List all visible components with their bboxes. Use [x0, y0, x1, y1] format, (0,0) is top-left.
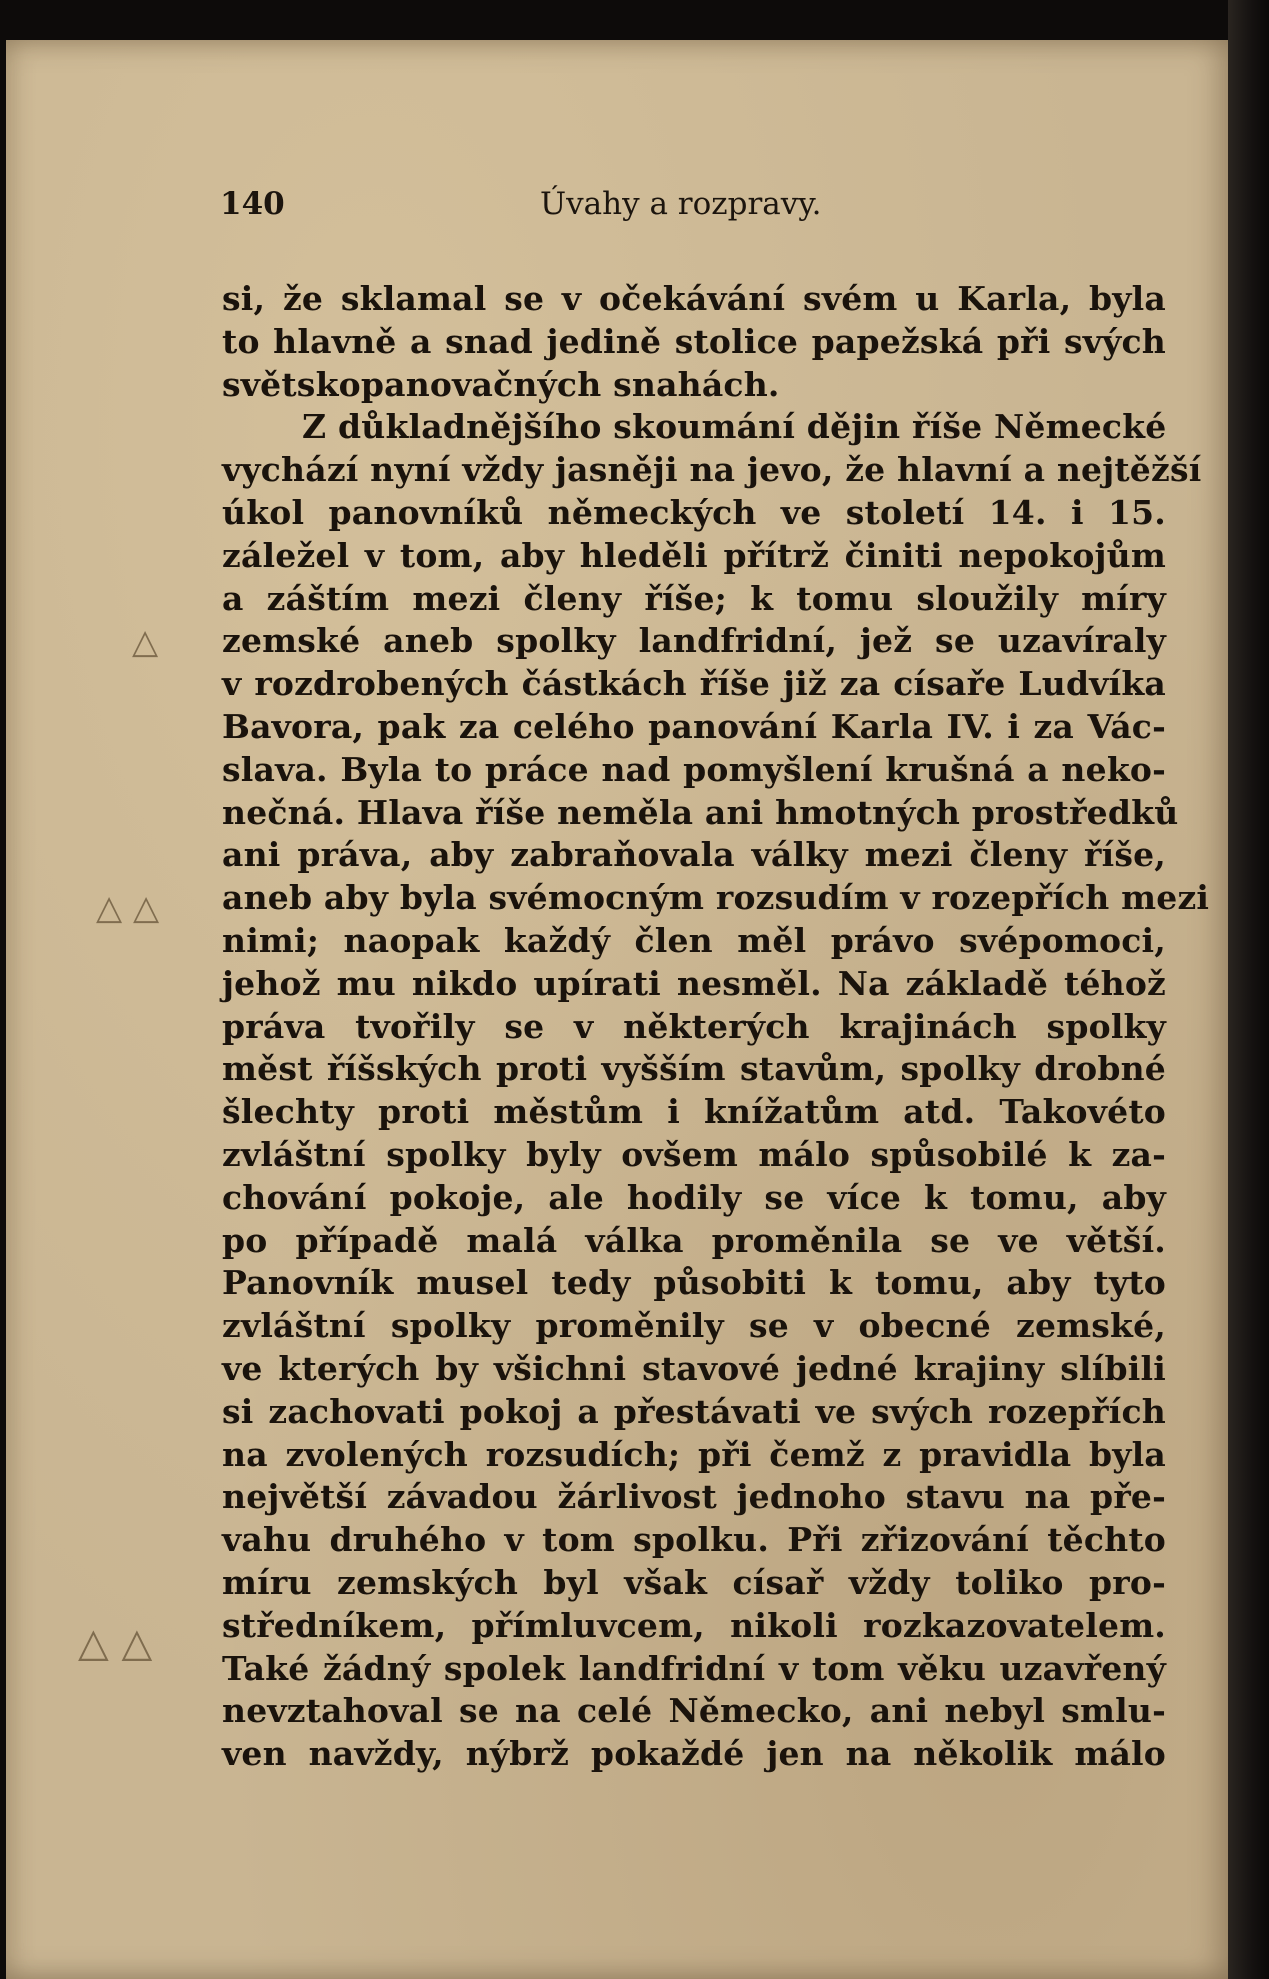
text-line: zvláštní spolky proměnily se v obecné zemské,	[222, 1306, 1166, 1346]
text-line: nimi; naopak každý člen měl právo svépomoci,	[222, 920, 1166, 960]
text-line: jehož mu nikdo upírati nesměl. Na základě téhož	[222, 963, 1166, 1003]
text-line: středníkem, přímluvcem, nikoli rozkazovatelem.	[222, 1605, 1166, 1645]
text-line: ven navždy, nýbrž pokaždé jen na několik málo	[222, 1734, 1166, 1774]
text-line: slava. Byla to práce nad pomyšlení krušná a neko-	[222, 749, 1166, 789]
text-line: šlechty proti městům i knížatům atd. Takovéto	[222, 1092, 1166, 1132]
text-line: největší závadou žárlivost jednoho stavu na pře-	[222, 1477, 1166, 1517]
text-line: ani práva, aby zabraňovala války mezi členy říše,	[222, 835, 1166, 875]
margin-triangle-mark-2: △ △	[96, 888, 160, 928]
page-header	[210, 186, 1170, 236]
text-line: chování pokoje, ale hodily se více k tomu, aby	[222, 1177, 1166, 1217]
margin-triangle-mark-1: △	[132, 622, 159, 662]
text-line: světskopanovačných snahách.	[222, 364, 780, 404]
page-edge-shadow	[1228, 0, 1269, 1979]
text-line: Také žádný spolek landfridní v tom věku uzavřený	[222, 1648, 1166, 1688]
text-line: Panovník musel tedy působiti k tomu, aby tyto	[222, 1263, 1166, 1303]
text-line: míru zemských byl však císař vždy toliko pro-	[222, 1562, 1166, 1602]
body-text	[222, 278, 1210, 1776]
page-number: 140	[220, 186, 285, 222]
text-line: vychází nyní vždy jasněji na jevo, že hlavní a nejtěžší	[222, 450, 1202, 490]
text-line: Bavora, pak za celého panování Karla IV. i za Vác-	[222, 706, 1166, 746]
text-line: na zvolených rozsudích; při čemž z pravidla byla	[222, 1434, 1166, 1474]
text-line: zemské aneb spolky landfridní, jež se uzavíraly	[222, 621, 1166, 661]
text-line: aneb aby byla svémocným rozsudím v rozepřích mezi	[222, 878, 1210, 918]
margin-triangle-mark-3: △ △	[78, 1620, 153, 1666]
text-line: po případě malá válka proměnila se ve větší.	[222, 1220, 1166, 1260]
text-line: a záštím mezi členy říše; k tomu sloužily míry	[222, 578, 1166, 618]
text-line: úkol panovníků německých ve století 14. i 15.	[222, 492, 1166, 532]
text-line: vahu druhého v tom spolku. Při zřizování těchto	[222, 1520, 1166, 1560]
text-line: záležel v tom, aby hleděli přítrž činiti nepokojům	[222, 535, 1166, 575]
text-line: nečná. Hlava říše neměla ani hmotných prostředků	[222, 792, 1179, 832]
text-line: měst říšských proti vyšším stavům, spolky drobné	[222, 1049, 1166, 1089]
text-line: v rozdrobených částkách říše již za císaře Ludvíka	[222, 664, 1166, 704]
text-line: zvláštní spolky byly ovšem málo spůsobilé k za-	[222, 1134, 1166, 1174]
text-line: nevztahoval se na celé Německo, ani nebyl smlu-	[222, 1691, 1166, 1731]
text-line: práva tvořily se v některých krajinách spolky	[222, 1006, 1166, 1046]
running-title: Úvahy a rozpravy.	[540, 186, 822, 222]
text-line: ve kterých by všichni stavové jedné krajiny slíbili	[222, 1348, 1166, 1388]
text-line: si zachovati pokoj a přestávati ve svých rozepřích	[222, 1391, 1166, 1431]
text-line: Z důkladnějšího skoumání dějin říše Německé	[302, 407, 1167, 447]
text-line: to hlavně a snad jedině stolice papežská při svých	[222, 321, 1166, 361]
text-line: si, že sklamal se v očekávání svém u Karla, byla	[222, 279, 1166, 318]
